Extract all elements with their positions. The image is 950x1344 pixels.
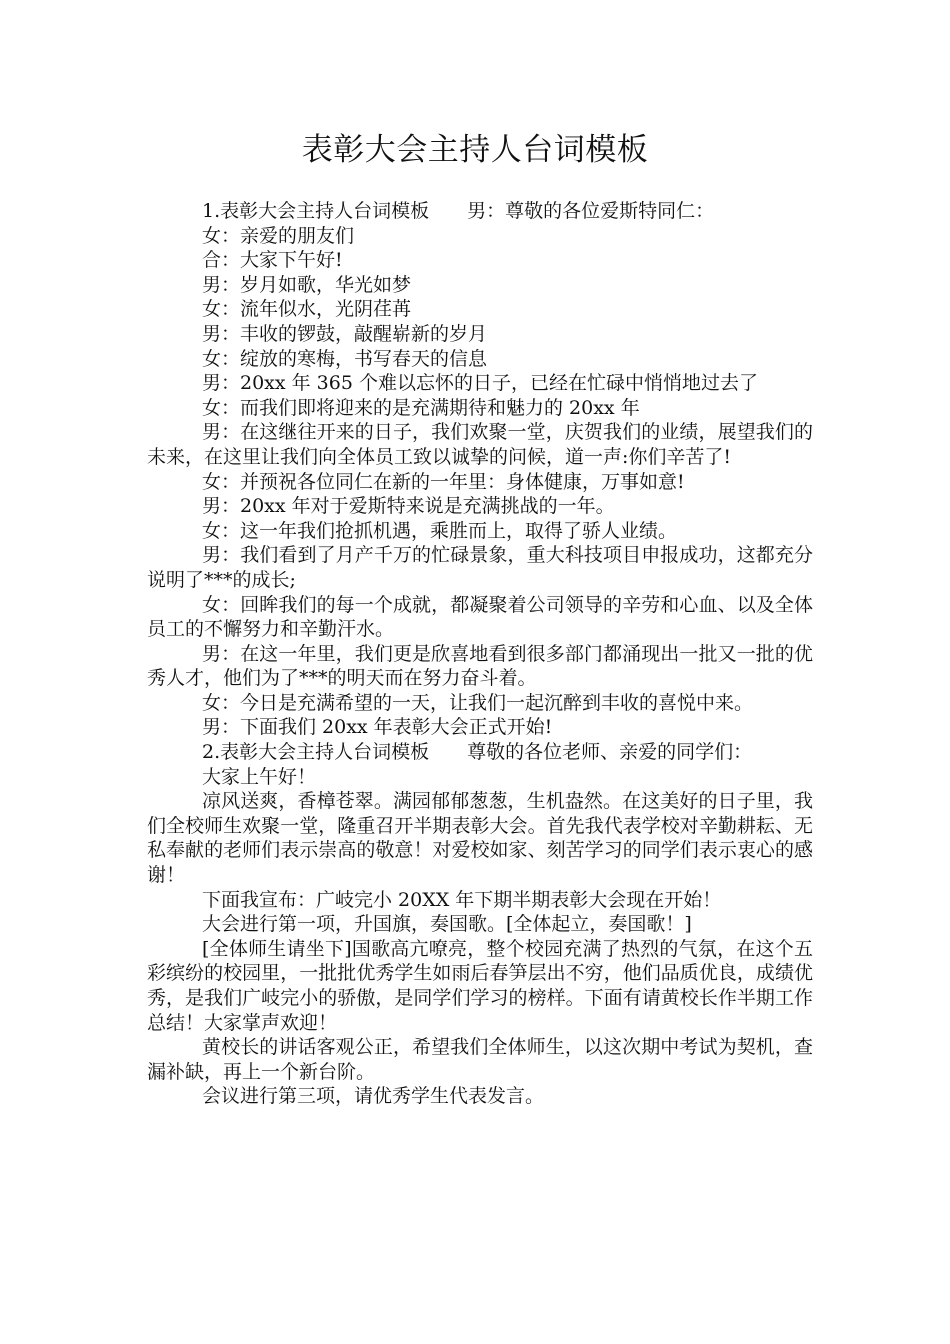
paragraph: 大家上午好！: [202, 765, 317, 788]
paragraph: 女：亲爱的朋友们: [202, 224, 355, 247]
document-body: [147, 199, 813, 1109]
paragraph: 女：回眸我们的每一个成就，都凝聚着公司领导的辛劳和心血、以及全体员工的不懈努力和辛勤汗水。: [147, 593, 813, 641]
paragraph: 下面我宣布：广岐完小 20XX 年下期半期表彰大会现在开始！: [202, 888, 722, 911]
paragraph: 女：这一年我们抢抓机遇，乘胜而上，取得了骄人业绩。: [202, 519, 678, 542]
paragraph: 男：在这继往开来的日子，我们欢聚一堂，庆贺我们的业绩，展望我们的未来，在这里让我们向全体员工致以诚挚的问候，道一声:你们辛苦了!: [147, 421, 813, 468]
paragraph: 女：并预祝各位同仁在新的一年里：身体健康，万事如意!: [202, 470, 685, 493]
paragraph: 男：下面我们 20xx 年表彰大会正式开始!: [202, 716, 553, 739]
paragraph: 2.表彰大会主持人台词模板 尊敬的各位老师、亲爱的同学们：: [202, 741, 753, 764]
paragraph: 合：大家下午好!: [202, 249, 343, 272]
document-title: 表彰大会主持人台词模板: [301, 132, 649, 168]
paragraph: 男：在这一年里，我们更是欣喜地看到很多部门都涌现出一批又一批的优秀人才，他们为了***的明天而在努力奋斗着。: [147, 642, 813, 690]
paragraph: 凉风送爽，香樟苍翠。满园郁郁葱葱，生机盎然。在这美好的日子里，我们全校师生欢聚一堂，隆重召开半期表彰大会。首先我代表学校对辛勤耕耘、无私奉献的老师们表示崇高的敬意！对爱校如家、刻苦学习的同学们表示衷心的感谢！: [147, 790, 813, 887]
paragraph: 黄校长的讲话客观公正，希望我们全体师生，以这次期中考试为契机，查漏补缺，再上一个新台阶。: [147, 1036, 813, 1083]
paragraph: 会议进行第三项，请优秀学生代表发言。: [202, 1085, 545, 1108]
paragraph: 女：而我们即将迎来的是充满期待和魅力的 20xx 年: [202, 396, 640, 419]
paragraph: 男：丰收的锣鼓，敲醒崭新的岁月: [202, 322, 488, 345]
paragraph: 大会进行第一项，升国旗，奏国歌。[全体起立，奏国歌！]: [202, 913, 692, 936]
paragraph: 1.表彰大会主持人台词模板 男：尊敬的各位爱斯特同仁：: [202, 200, 715, 222]
paragraph: 男：岁月如歌，华光如梦: [202, 273, 412, 296]
paragraph: 女：绽放的寒梅，书写春天的信息: [202, 347, 488, 370]
paragraph: 女：今日是充满希望的一天，让我们一起沉醉到丰收的喜悦中来。: [202, 691, 754, 714]
paragraph: 男：我们看到了月产千万的忙碌景象，重大科技项目申报成功，这都充分说明了***的成长;: [147, 544, 813, 591]
paragraph: 男：20xx 年对于爱斯特来说是充满挑战的一年。: [202, 495, 615, 518]
paragraph: [全体师生请坐下]国歌高亢嘹亮，整个校园充满了热烈的气氛，在这个五彩缤纷的校园里，一批批优秀学生如雨后春笋层出不穷，他们品质优良，成绩优秀，是我们广岐完小的骄傲，是同学们学习的榜样。下面有请黄校长作半期工作总结！大家掌声欢迎！: [147, 937, 813, 1034]
paragraph: 男：20xx 年 365 个难以忘怀的日子，已经在忙碌中悄悄地过去了: [202, 372, 758, 395]
paragraph: 女：流年似水，光阴荏苒: [202, 298, 412, 321]
